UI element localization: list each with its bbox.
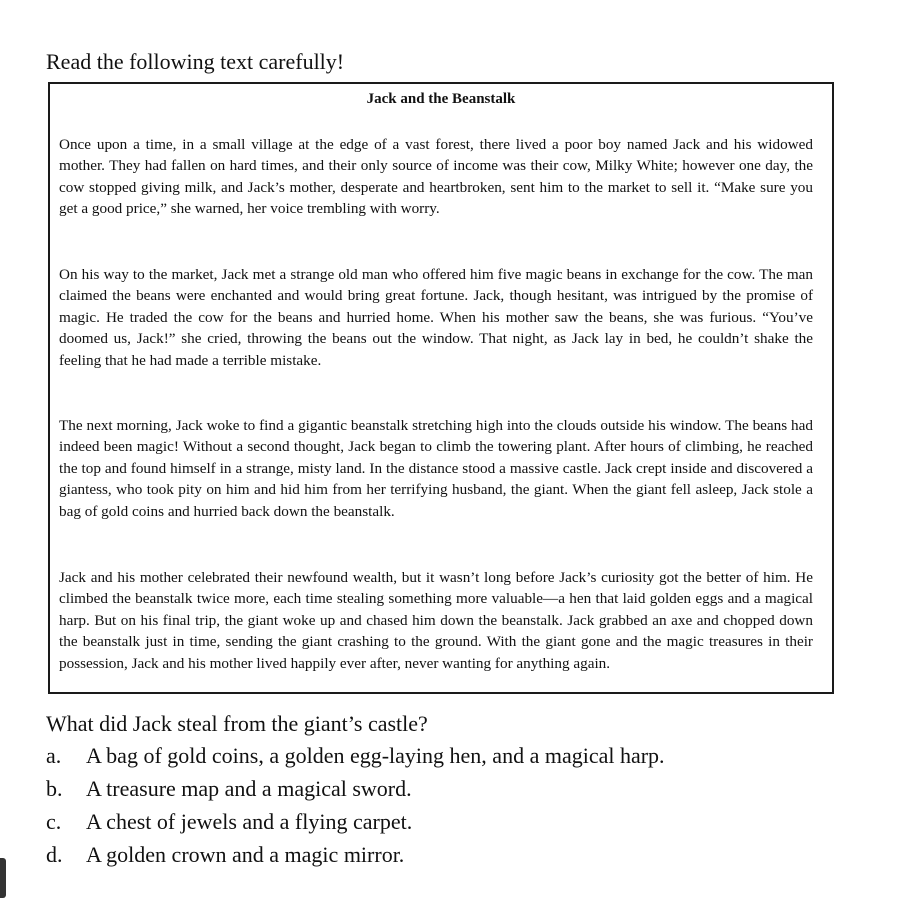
answer-option-c[interactable] bbox=[46, 808, 665, 841]
story-text-box bbox=[48, 82, 834, 694]
option-text: A bag of gold coins, a golden egg-laying hen, and a magical harp. bbox=[86, 743, 665, 768]
option-text: A treasure map and a magical sword. bbox=[86, 776, 412, 801]
option-text: A golden crown and a magic mirror. bbox=[86, 842, 405, 867]
story-title: Jack and the Beanstalk bbox=[366, 91, 516, 107]
question-text: What did Jack steal from the giant’s castle? bbox=[46, 711, 428, 736]
story-paragraph-4: Jack and his mother celebrated their newfound wealth, but it wasn’t long before Jack’s curiosity got the better of him. He climbed the beanstalk twice more, each time stealing something more valuable—a hen that laid golden eggs and a magical harp. But on his final trip, the giant woke up and chased him down the beanstalk. Jack grabbed an axe and chopped down the beanstalk just in time, sending the giant crashing to the ground. With the giant gone and the magic treasures in their possession, Jack and his mother lived happily ever after, never wanting for anything again. bbox=[59, 569, 813, 672]
option-text: A chest of jewels and a flying carpet. bbox=[86, 809, 413, 834]
option-letter: d. bbox=[46, 842, 63, 867]
edge-handle bbox=[0, 858, 6, 898]
option-letter: b. bbox=[46, 776, 63, 801]
answer-option-d[interactable] bbox=[46, 841, 665, 874]
answer-option-b[interactable] bbox=[46, 775, 665, 808]
instruction-text: Read the following text carefully! bbox=[46, 49, 345, 74]
answer-option-a[interactable] bbox=[46, 742, 665, 775]
story-paragraph-2: On his way to the market, Jack met a strange old man who offered him five magic beans in exchange for the cow. The man claimed the beans were enchanted and would bring great fortune. Jack, though hesitant, was intrigued by the promise of magic. He traded the cow for the beans and hurried home. When his mother saw the beans, she was furious. “You’ve doomed us, Jack!” she cried, throwing the beans out the window. That night, as Jack lay in bed, he couldn’t shake the feeling that he had made a terrible mistake. bbox=[59, 266, 813, 369]
story-paragraph-3: The next morning, Jack woke to find a gigantic beanstalk stretching high into the clouds outside his window. The beans had indeed been magic! Without a second thought, Jack began to climb the towering plant. After hours of climbing, he reached the top and found himself in a strange, misty land. In the distance stood a massive castle. Jack crept inside and discovered a giantess, who took pity on him and hid him from her terrifying husband, the giant. When the giant fell asleep, Jack stole a bag of gold coins and hurried back down the beanstalk. bbox=[59, 417, 813, 520]
answer-options bbox=[46, 742, 665, 874]
option-letter: a. bbox=[46, 743, 62, 768]
option-letter: c. bbox=[46, 809, 62, 834]
story-paragraph-1: Once upon a time, in a small village at the edge of a vast forest, there lived a poor boy named Jack and his widowed mother. They had fallen on hard times, and their only source of income was their cow, Milky White; however one day, the cow stopped giving milk, and Jack’s mother, desperate and heartbroken, sent him to the market to sell it. “Make sure you get a good price,” she warned, her voice trembling with worry. bbox=[59, 136, 813, 218]
